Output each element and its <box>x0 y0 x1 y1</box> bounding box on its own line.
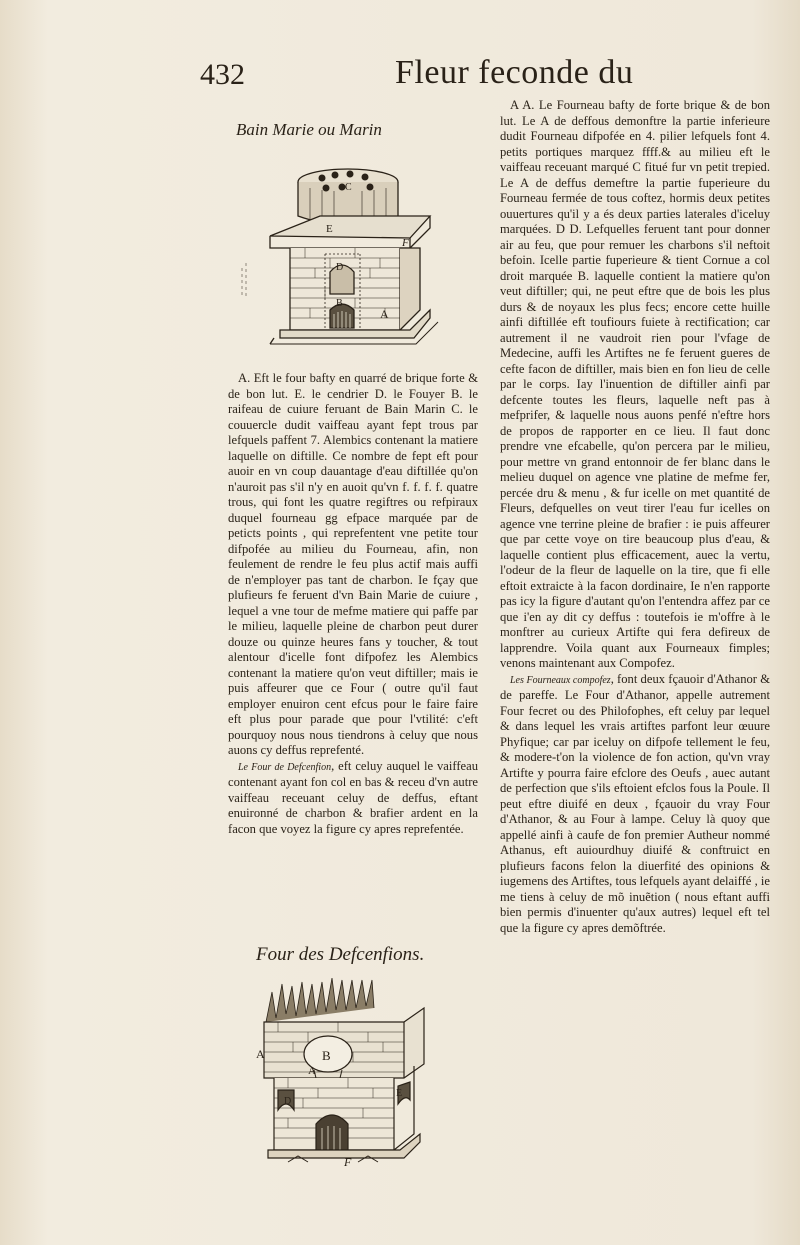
left-margin-note: Le Four de Defcenfion <box>238 761 332 773</box>
fig2-label-d: D <box>284 1096 292 1107</box>
left-paragraph-2: , eft celuy auquel le vaiffeau contenant ayant fon col en bas & receu d'vn autre vaiffeau receuant celuy de deffus, eftant enuironné de charbon & brafier ardent en la facon que voyez la figure cy apres reprefentée. <box>228 758 479 836</box>
descension-furnace-figure <box>248 978 438 1168</box>
fig1-label-c: C <box>345 182 352 193</box>
caption-four-descensions: Four des Defcenfions. <box>256 944 425 965</box>
left-paragraph-1: A. Eft le four bafty en quarré de brique forte & de bon lut. E. le cendrier D. le Fouyer B. le raifeau de cuiure feruant de Bain Marin C. le couuercle dudit vaiffeau ayant fept trous par lefquels paffent 7. Alembics contenant la matiere laquelle on diftille. Ce nombre de fept eft pour auoir en vn coup dauantage d'eau diftillée qu'on n'auroit pas s'il n'y en auoit qu'vn f. f. f. f. quatre trous, qui font les quatre regiftres ou refpiraux duquel fourneau gg efpace marquée par de peticts points , qui reprefentent vne petite tour difpofée au milieu du Fourneau, afin, non feulement de rendre le feu plus actif mais auffi de n'employer pas tant de charbon. Ie fçay que plufieurs fe feruent d'vn Bain Marie de cuiure , lequel a vne tour de mefme matiere qui paffe par le milieu, laquelle pleine de charbon peut durer douze ou quinze heures fans y toucher, & tout alentour d'icelle font difpofez les Alembics contenant la matiere qu'on veut diftiller; mais ie puis affeurer que ce Four ( outre qu'il faut employer enuiron cent efcus pour le faire faire eft plus pour parade que pour l'vtilité: c'eft pourquoy nous nous tiendrons à celuy que nous auons cy deffus reprefenté. <box>228 371 478 757</box>
fig2-label-b: B <box>322 1048 331 1063</box>
fig1-label-b: B <box>336 298 343 309</box>
right-paragraph-2: , font deux fçauoir d'Athanor & de pareffe. Le Four d'Athanor, appelle autrement Four fecret ou des Philofophes, eft celuy par lequel & dans lequel les vrais artiftes parfont leur œuure Phyfique; car par iceluy on difpofe tellement le feu, & modere-t'on la violence de fon action, qu'vn vray Artifte y pourra faire efclore des Oeufs , auec autant de perfection que s'ils eftoient efclos fous la Poule. Il peut eftre diuifé en deux , fçauoir du vray Four d'Athanor, & au Four à lampe. Celuy là quoy que appellé ainfi à caufe de fon premier Autheur nommé Athanus, eft auiourdhuy diuifé & conftruict en plufieurs facons felon la diuerfité des opinions & iugemens des Artiftes, tous lefquels ayant delaiffé , ie me tiens à celuy de mõ inuẽtion ( nous eftant auffi bien permis d'inuenter qu'aux autres) lequel eft tel que la figure cy apres demõftrée. <box>500 671 770 935</box>
fig2-label-a-left: A <box>256 1047 265 1061</box>
fig1-label-e: E <box>326 223 333 235</box>
page-header <box>200 50 660 100</box>
fig1-label-f: F <box>402 237 409 249</box>
fig2-label-f: F <box>344 1155 352 1168</box>
fig2-label-a: A <box>308 1065 316 1077</box>
left-column-text <box>228 371 478 837</box>
fig1-label-d: D <box>336 262 344 273</box>
running-title: Fleur feconde du <box>395 54 634 91</box>
right-margin-note: Les Fourneaux compofez <box>510 674 611 686</box>
fig2-label-e: E <box>396 1088 403 1099</box>
fig1-label-a: A <box>380 307 389 321</box>
bain-marie-furnace-figure <box>230 168 470 358</box>
right-column-text <box>500 98 770 936</box>
right-paragraph-1: A A. Le Fourneau bafty de forte brique & de bon lut. Le A de deffous demonftre la partie inferieure dudit Fourneau difpofée en 4. pilier lefquels font 4. petits portiques marquez ffff.& au milieu eft le vaiffeau receuant marqué C fitué fur vn petit trepied. Le A de deffus demeftre la partie fuperieure du Fourneau fermée de tous coftez, hormis deux petites ouuertures qu'il y a és deux parties laterales d'iceluy marquées. D D. Lefquelles feruent tant pour donner air au feu, que pour remuer les charbons s'il neftoit befoin. Icelle partie fuperieure & tient Cornue a col droit marquée B. laquelle contient la matiere qu'on veut diftiller; qui, ne peut eftre que de bois les plus durs & de noyaux les plus fecs; encore cette huille ainfi diftillée eft toufiours fuiete à rectification; car autrement il ne vaudroit rien pour l'vfage de Medecine, auffi les Artiftes ne fe feruent gueres de cefte facon de diftiller, mais bien en fon lieu de celle par le corps. Iay l'inuention de diftiller ainfi par defcente toutes les fleurs, laquelle neft pas à mefprifer, & laquelle nous auons penfé n'eftre hors de propos de rapporter en ce lieu. Il faut donc prendre vne efcabelle, qu'on percera par le milieu, pour mettre vn grand entonnoir de fer blanc dans le melieu duquel on agence vne platine de mefme fer, percée dru & menu , & fur icelle on met quantité de Fleurs, defquelles on veut tirer l'eau fur icelles on agence vne terrine pleine de brafier : ie puis affeurer que par cette voye on tire beaucoup plus d'eau, & laquelle contient plus efficacement, auec la vertu, l'odeur de la fleur de laquelle on la tire, que fi elle eftoit extraicte à la facon dordinaire, Ie n'en rapporte pas icy la figure d'autant qu'on l'entendra affez par ce que i'en ay dit cy deffus : toutefois ie m'offre à le monftrer au curieux Artifte qui fera defireux de lapprendre. Voila quant aux Fourneaux fimples; venons maintenant aux Compofez. <box>500 98 770 670</box>
page-number: 432 <box>200 58 245 91</box>
caption-bain-marie: Bain Marie ou Marin <box>236 120 382 139</box>
